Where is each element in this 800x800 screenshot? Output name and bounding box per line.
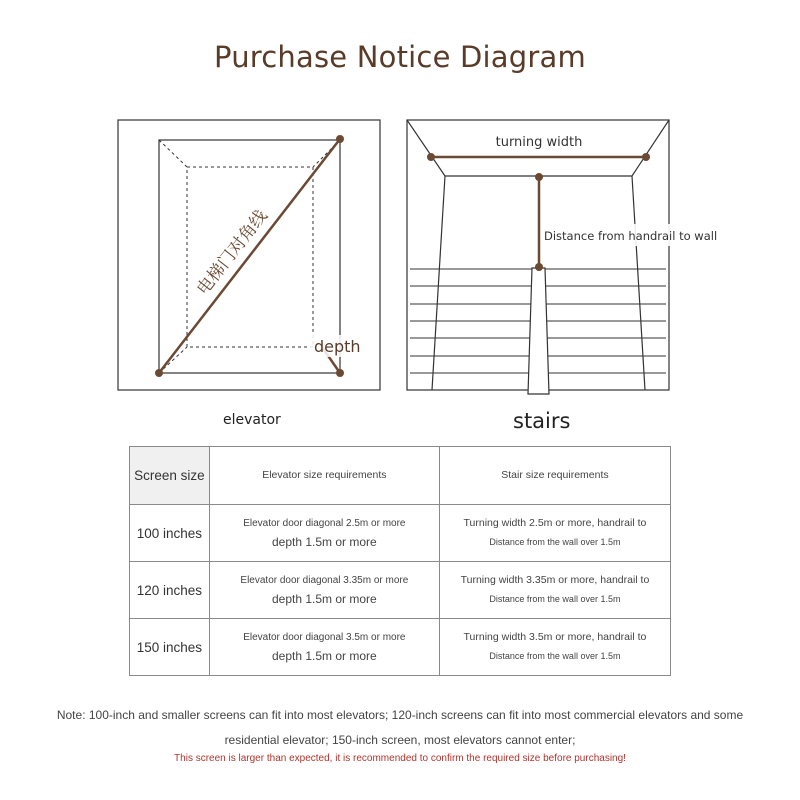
stair-turning-text: Turning width 3.5m or more, handrail to — [463, 631, 647, 643]
diagonal-start-dot — [155, 369, 163, 377]
stair-distance-text: Distance from the wall over 1.5m — [489, 651, 621, 661]
stair-requirement-cell — [439, 505, 670, 562]
elevator-requirement-cell — [209, 619, 439, 676]
screen-size-cell: 150 inches — [130, 619, 210, 676]
note-line-1: Note: 100-inch and smaller screens can fit into most elevators; 120-inch screens can fit into most commercial elevators and some — [56, 708, 744, 722]
elevator-diagonal-text: Elevator door diagonal 3.5m or more — [243, 632, 406, 643]
header-screen-size: Screen size — [130, 447, 210, 505]
turning-width-label: turning width — [495, 135, 583, 150]
stairs-caption: stairs — [513, 409, 571, 433]
screen-size-cell: 120 inches — [130, 562, 210, 619]
elevator-depth-text: depth 1.5m or more — [271, 535, 377, 549]
screen-size-cell: 100 inches — [130, 505, 210, 562]
elevator-requirement-cell — [209, 562, 439, 619]
elevator-diagonal-text: Elevator door diagonal 3.35m or more — [240, 575, 409, 586]
handrail-label: Distance from handrail to wall — [544, 229, 718, 243]
stair-turning-text: Turning width 3.35m or more, handrail to — [460, 574, 650, 586]
diagonal-end-dot — [336, 135, 344, 143]
handrail-post — [528, 268, 549, 394]
page-title: Purchase Notice Diagram — [214, 40, 586, 74]
table-row — [130, 619, 671, 676]
size-requirements-table — [129, 446, 671, 676]
stair-requirement-cell — [439, 619, 670, 676]
header-stairs: Stair size requirements — [439, 447, 670, 505]
header-elevator: Elevator size requirements — [209, 447, 439, 505]
elevator-requirement-cell — [209, 505, 439, 562]
note-line-2: residential elevator; 150-inch screen, most elevators cannot enter; — [224, 733, 576, 747]
warning-text: This screen is larger than expected, it is recommended to confirm the required size before purchasing! — [174, 753, 626, 764]
elevator-caption: elevator — [223, 412, 281, 428]
depth-label: depth — [314, 337, 361, 356]
depth-dot — [336, 369, 344, 377]
elevator-depth-text: depth 1.5m or more — [271, 592, 377, 606]
elevator-diagonal-text: Elevator door diagonal 2.5m or more — [243, 518, 406, 529]
stair-requirement-cell — [439, 562, 670, 619]
table-header-row — [130, 447, 671, 505]
stair-turning-text: Turning width 2.5m or more, handrail to — [463, 517, 647, 529]
table-row — [130, 562, 671, 619]
diagonal-label: 电梯门对角线 — [193, 206, 272, 300]
stair-distance-text: Distance from the wall over 1.5m — [489, 537, 621, 547]
stair-distance-text: Distance from the wall over 1.5m — [489, 594, 621, 604]
table-row — [130, 505, 671, 562]
elevator-depth-text: depth 1.5m or more — [271, 649, 377, 663]
